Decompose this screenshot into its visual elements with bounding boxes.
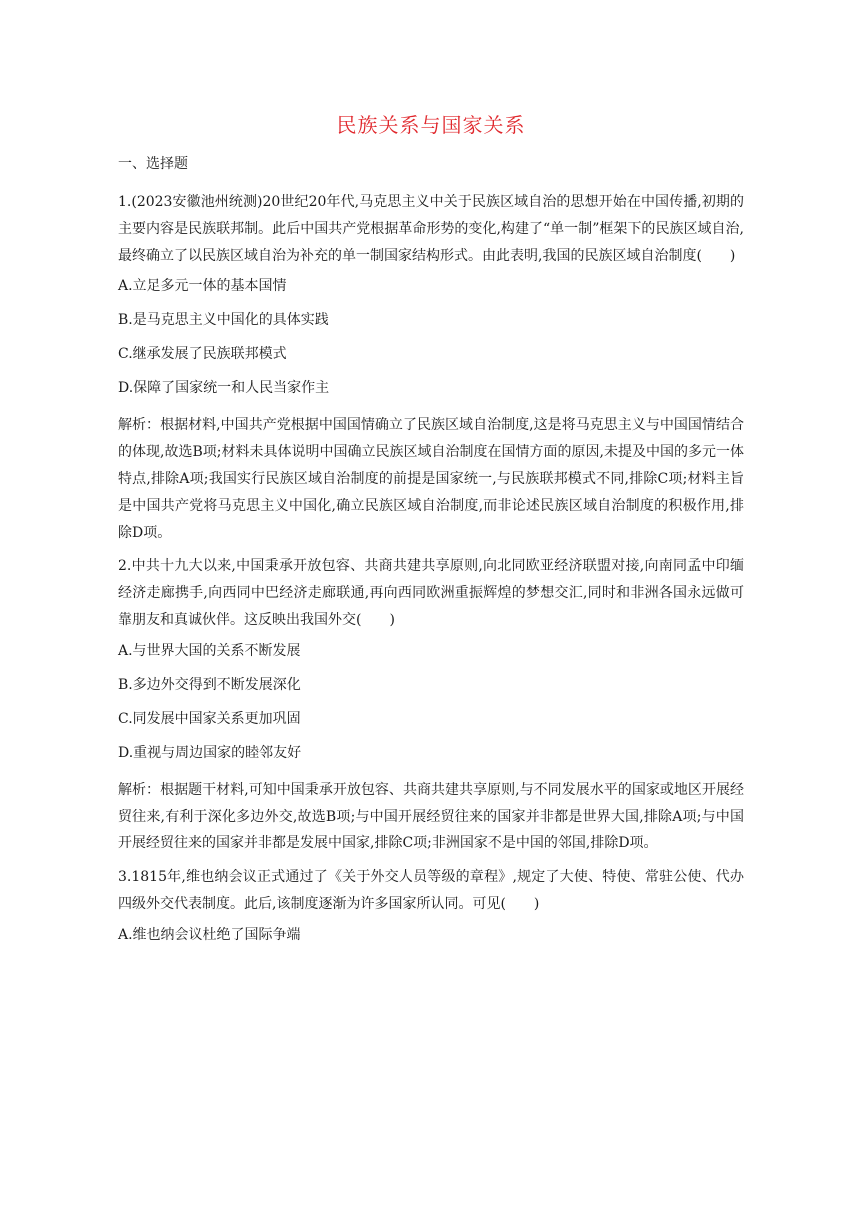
option-b: B.是马克思主义中国化的具体实践: [118, 312, 329, 329]
option-a: A.与世界大国的关系不断发展: [118, 642, 301, 659]
question-3: [118, 864, 744, 946]
option-c: C.同发展中国家关系更加巩固: [118, 710, 301, 727]
option-a: A.维也纳会议杜绝了国际争端: [118, 926, 301, 943]
question-stem: 2.中共十九大以来,中国秉承开放包容、共商共建共享原则,向北同欧亚经济联盟对接,向南同孟中印缅经济走廊携手,向西同中巴经济走廊联通,再向西同欧洲重振辉煌的梦想交汇,同时和非洲各国永远做可靠朋友和真诚伙伴。这反映出我国外交( ): [118, 558, 744, 628]
question-1: [118, 189, 744, 546]
document-page: [118, 110, 744, 959]
question-2: [118, 553, 744, 857]
question-stem: 3.1815年,维也纳会议正式通过了《关于外交人员等级的章程》,规定了大使、特使、常驻公使、代办四级外交代表制度。此后,该制度逐渐为许多国家所认同。可见( ): [118, 869, 744, 912]
option-c: C.继承发展了民族联邦模式: [118, 346, 287, 363]
document-title: 民族关系与国家关系: [336, 113, 526, 137]
option-a: A.立足多元一体的基本国情: [118, 278, 287, 295]
option-d: D.重视与周边国家的睦邻友好: [118, 744, 302, 761]
question-analysis: 解析：根据材料,中国共产党根据中国国情确立了民族区域自治制度,这是将马克思主义与中国国情结合的体现,故选B项;材料未具体说明中国确立民族区域自治制度在国情方面的原因,未提及中国的多元一体特点,排除A项;我国实行民族区域自治制度的前提是国家统一,与民族联邦模式不同,排除C项;材料主旨是中国共产党将马克思主义中国化,确立民族区域自治制度,而非论述民族区域自治制度的积极作用,排除D项。: [118, 417, 744, 541]
question-stem: 1.(2023安徽池州统测)20世纪20年代,马克思主义中关于民族区域自治的思想开始在中国传播,初期的主要内容是民族联邦制。此后中国共产党根据革命形势的变化,构建了“单一制”框架下的民族区域自治,最终确立了以民族区域自治为补充的单一制国家结构形式。由此表明,我国的民族区域自治制度( ): [118, 194, 744, 264]
section-heading: 一、选择题: [118, 156, 188, 172]
option-b: B.多边外交得到不断发展深化: [118, 676, 301, 693]
question-analysis: 解析：根据题干材料,可知中国秉承开放包容、共商共建共享原则,与不同发展水平的国家或地区开展经贸往来,有利于深化多边外交,故选B项;与中国开展经贸往来的国家并非都是世界大国,排除A项;与中国开展经贸往来的国家并非都是发展中国家,排除C项;非洲国家不是中国的邻国,排除D项。: [118, 781, 744, 852]
option-d: D.保障了国家统一和人民当家作主: [118, 380, 330, 397]
